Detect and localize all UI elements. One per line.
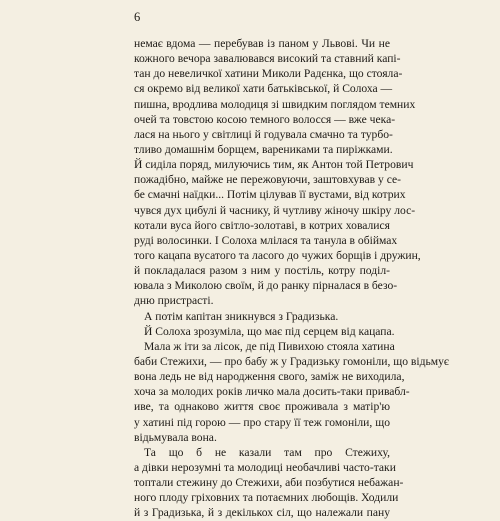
page-number: 6 bbox=[134, 10, 141, 24]
text-line: немає вдома — перебував із паном у Львові. Чи не bbox=[134, 37, 390, 50]
text-line: топтали стежину до Стежихи, аби позбутися небажан- bbox=[134, 476, 404, 490]
text-line: й покладалася разом з ним у постіль, котру поділ- bbox=[134, 264, 390, 278]
text-line: А потім капітан зникнувся з Градизька. bbox=[144, 309, 339, 323]
text-line: очей та товстою косою темного волосся — вже чека- bbox=[134, 112, 396, 126]
text-line: чувся дух цибулі й часнику, й чутливу жіночу шкіру лос- bbox=[134, 203, 416, 217]
text-line: лася на нього у світлиці й годувала смачно та турбо- bbox=[134, 127, 393, 141]
text-line: пожадібно, майже не пережовуючи, заштовхував у се- bbox=[134, 173, 402, 187]
text-line: ювала з Миколою своїм, й до ранку пірналася в безо- bbox=[134, 279, 398, 293]
text-line: дню пристрасті. bbox=[134, 294, 214, 308]
text-line: того кацапа вусатого та ласого до чужих борщів і дружин, bbox=[134, 248, 421, 262]
text-line: котали вуса його світло-золотаві, в котрих ховалися bbox=[134, 218, 390, 232]
text-line: й з Градизька, й з декількох сіл, що належали пану bbox=[134, 506, 390, 520]
text-line: тливо домашнім борщем, варениками та пиріжками. bbox=[134, 142, 393, 156]
text-line: вона ледь не від народження свого, заміж не виходила, bbox=[134, 370, 405, 384]
text-line: Мала ж іти за лісок, де під Пивихою стояла хатина bbox=[144, 339, 395, 353]
text-line: бе смачні наїдки... Потім цілував її вустами, від котрих bbox=[134, 188, 406, 202]
text-line: баби Стежихи, — про бабу ж у Градизьку гомоніли, що відьмує bbox=[134, 354, 449, 368]
text-line: руді волосинки. І Солоха млілася та танула в обіймах bbox=[134, 233, 398, 247]
text-line: Й Солоха зрозуміла, що має під серцем від кацапа. bbox=[144, 324, 395, 338]
text-line: кожного вечора завалювався високий та ставний капі- bbox=[134, 52, 401, 66]
text-line: Й сиділа поряд, милуючись тим, як Антон той Петрович bbox=[134, 158, 414, 172]
text-line: відьмувала вона. bbox=[134, 430, 217, 444]
text-line: пишна, вродлива молодиця зі швидким поглядом темних bbox=[134, 97, 416, 111]
text-line: ного плоду гріховних та потаємних любощів. Ходили bbox=[134, 491, 399, 505]
text-line: тан до невеличкої хатини Миколи Радєнка, що стояла- bbox=[134, 67, 403, 81]
text-line: иве, та однаково життя своє проживала з матір'ю bbox=[134, 400, 390, 414]
body-text bbox=[134, 36, 449, 521]
text-line: а дівки нерозумні та молодиці необачливі часто-таки bbox=[134, 460, 396, 474]
text-line: ся окремо від великої хати батьківської, й Солоха — bbox=[134, 82, 393, 96]
text-line: у хатині під горою — про стару її теж гомоніли, що bbox=[134, 415, 390, 429]
text-line: хоча за молодих років личко мала досить-таки привабл- bbox=[134, 385, 410, 399]
text-line: Та що б не казали там про Стежиху, bbox=[144, 445, 390, 459]
